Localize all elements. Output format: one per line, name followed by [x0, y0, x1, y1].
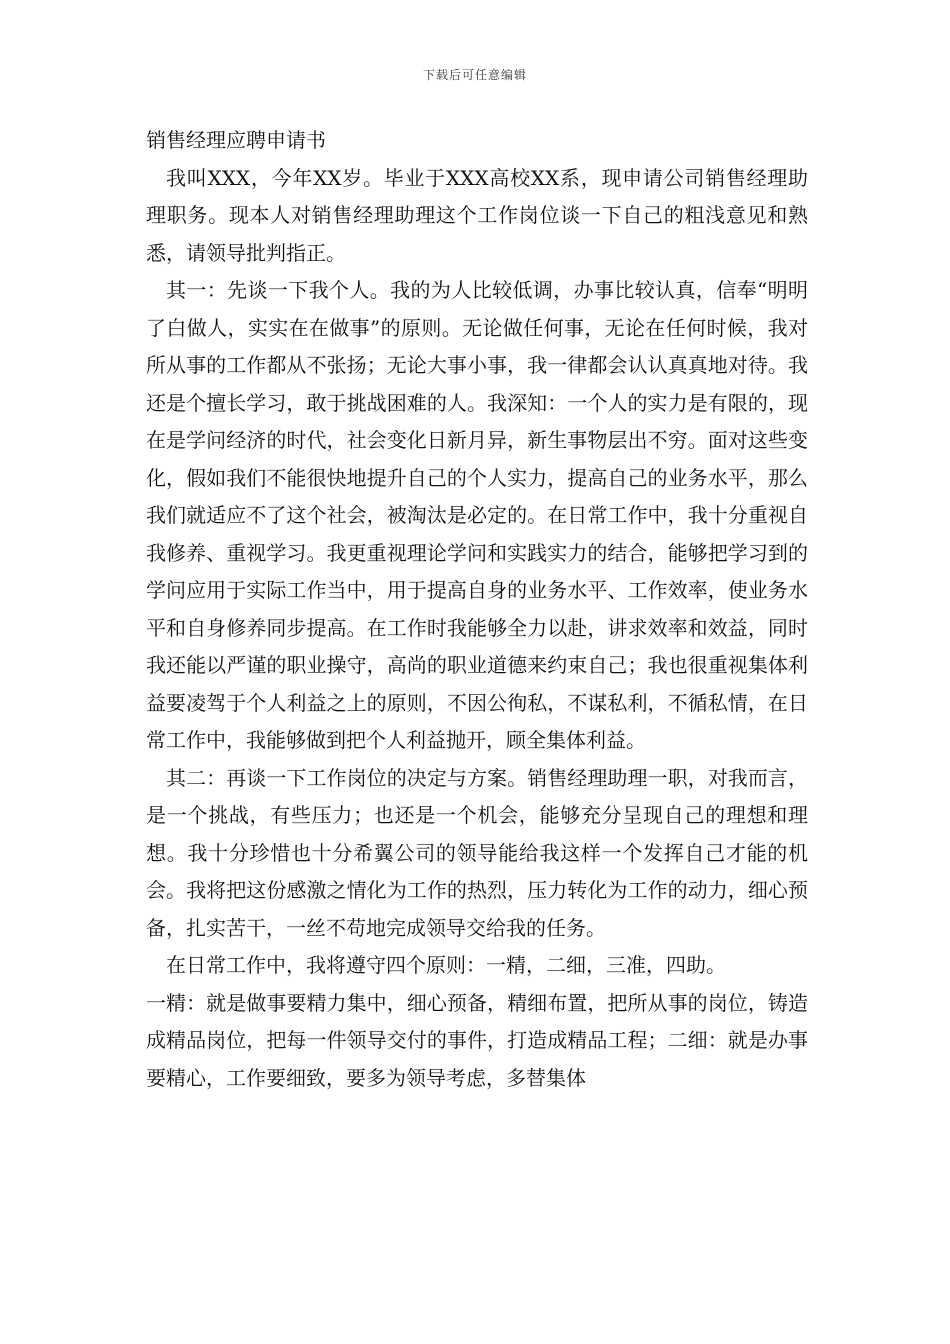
paragraph-part-two: 其二：再谈一下工作岗位的决定与方案。销售经理助理一职，对我而言，是一个挑战，有些压力；也还是一个机会，能够充分呈现自己的理想和理想。我十分珍惜也十分希翼公司的领导能给我这样一个发挥自己才能的机会。我将把这份感激之情化为工作的热烈，压力转化为工作的动力，细心预备，扎实苦干，一丝不苟地完成领导交给我的任务。 [146, 765, 808, 940]
paragraph-intro: 我叫XXX，今年XX岁。毕业于XXX高校XX系，现申请公司销售经理助理职务。现本人对销售经理助理这个工作岗位谈一下自己的粗浅意见和熟悉，请领导批判指正。 [146, 165, 808, 265]
paragraph-part-one: 其一：先谈一下我个人。我的为人比较低调，办事比较认真，信奉“明明了白做人，实实在在做事”的原则。无论做任何事，无论在任何时候，我对所从事的工作都从不张扬；无论大事小事，我一律都会认认真真地对待。我还是个擅长学习，敢于挑战困难的人。我深知：一个人的实力是有限的，现在是学问经济的时代，社会变化日新月异，新生事物层出不穷。面对这些变化，假如我们不能很快地提升自己的个人实力，提高自己的业务水平，那么我们就适应不了这个社会，被淘汰是必定的。在日常工作中，我十分重视自我修养、重视学习。我更重视理论学问和实践实力的结合，能够把学习到的学问应用于实际工作当中，用于提高自身的业务水平、工作效率，使业务水平和自身修养同步提高。在工作时我能够全力以赴，讲求效率和效益，同时我还能以严谨的职业操守，高尚的职业道德来约束自己；我也很重视集体利益要凌驾于个人利益之上的原则，不因公徇私，不谋私利，不循私情，在日常工作中，我能够做到把个人利益抛开，顾全集体利益。 [146, 278, 808, 752]
document-body [146, 122, 808, 1097]
paragraph-principle-details: 一精：就是做事要精力集中，细心预备，精细布置，把所从事的岗位，铸造成精品岗位，把每一件领导交付的事件，打造成精品工程；二细：就是办事要精心，工作要细致，要多为领导考虑，多替集体 [146, 990, 808, 1090]
paragraph-principles: 在日常工作中，我将遵守四个原则：一精，二细，三准，四助。 [166, 953, 726, 977]
document-title: 销售经理应聘申请书 [146, 128, 326, 152]
header-note: 下载后可任意编辑 [422, 68, 527, 82]
